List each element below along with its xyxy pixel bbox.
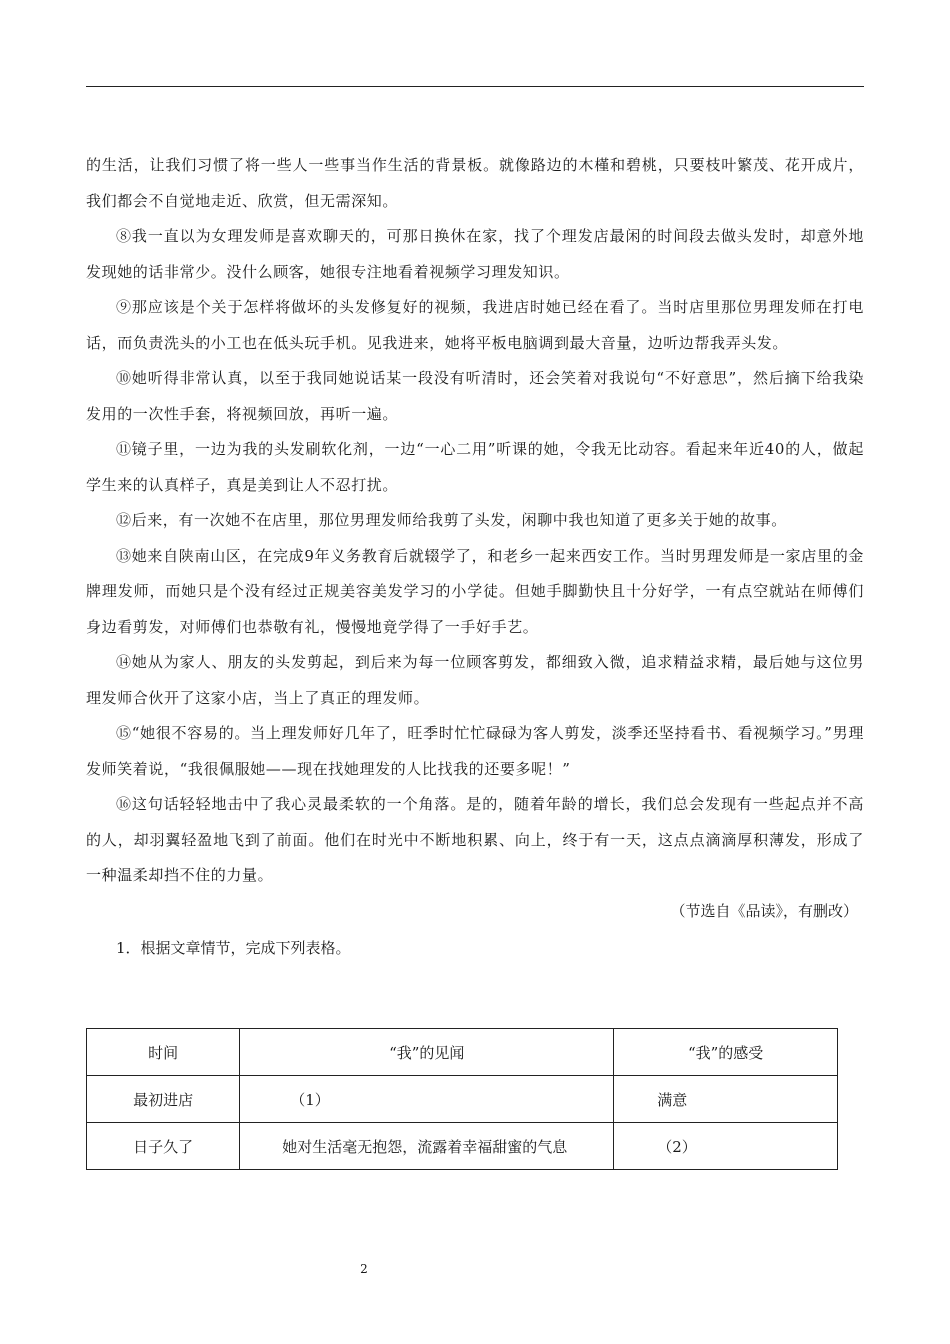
cell-blank-1[interactable]: （1）	[240, 1076, 614, 1123]
cell-time: 最初进店	[87, 1076, 240, 1123]
paragraph-15: ⑮“她很不容易的。当上理发师好几年了，旺季时忙忙碌碌为客人剪发，淡季还坚持看书、看视频学习。”男理发师笑着说，“我很佩服她——现在找她理发的人比找我的还要多呢！”	[86, 724, 864, 778]
paragraph-11: ⑪镜子里，一边为我的头发刷软化剂，一边“一心二用”听课的她，令我无比动容。看起来年近40的人，做起学生来的认真样子，真是美到让人不忍打扰。	[86, 440, 864, 494]
paragraph-continuation: 的生活，让我们习惯了将一些人一些事当作生活的背景板。就像路边的木槿和碧桃，只要枝叶繁茂、花开成片，我们都会不自觉地走近、欣赏，但无需深知。	[86, 156, 864, 210]
header-feeling: “我”的感受	[614, 1029, 838, 1076]
article-source: （节选自《品读》，有删改）	[670, 901, 858, 920]
cell-time: 日子久了	[87, 1123, 240, 1170]
header-time: 时间	[87, 1029, 240, 1076]
paragraph-16: ⑯这句话轻轻地击中了我心灵最柔软的一个角落。是的，随着年龄的增长，我们总会发现有一些起点并不高的人，却羽翼轻盈地飞到了前面。他们在时光中不断地积累、向上，终于有一天，这点点滴滴厚积薄发，形成了一种温柔却挡不住的力量。	[86, 795, 864, 884]
cell-feeling: 满意	[614, 1076, 838, 1123]
paragraph-10: ⑩她听得非常认真，以至于我同她说话某一段没有听清时，还会笑着对我说句“不好意思”，然后摘下给我染发用的一次性手套，将视频回放，再听一遍。	[86, 369, 864, 423]
table-row	[87, 1076, 838, 1123]
cell-observation: 她对生活毫无抱怨，流露着幸福甜蜜的气息	[240, 1123, 614, 1170]
answer-table	[86, 1028, 838, 1170]
header-rule	[86, 86, 864, 87]
paragraph-14: ⑭她从为家人、朋友的头发剪起，到后来为每一位顾客剪发，都细致入微，追求精益求精，最后她与这位男理发师合伙开了这家小店，当上了真正的理发师。	[86, 653, 864, 707]
paragraph-12: ⑫后来，有一次她不在店里，那位男理发师给我剪了头发，闲聊中我也知道了更多关于她的故事。	[116, 511, 787, 529]
article-body	[86, 148, 864, 966]
table-row	[87, 1123, 838, 1170]
question-1: 1．根据文章情节，完成下列表格。	[116, 939, 351, 957]
page-number: 2	[360, 1262, 368, 1276]
paragraph-9: ⑨那应该是个关于怎样将做坏的头发修复好的视频，我进店时她已经在看了。当时店里那位男理发师在打电话，而负责洗头的小工也在低头玩手机。见我进来，她将平板电脑调到最大音量，边听边帮我弄头发。	[86, 298, 864, 352]
paragraph-13: ⑬她来自陕南山区，在完成9年义务教育后就辍学了，和老乡一起来西安工作。当时男理发师是一家店里的金牌理发师，而她只是个没有经过正规美容美发学习的小学徒。但她手脚勤快且十分好学，一有点空就站在师傅们身边看剪发，对师傅们也恭敬有礼，慢慢地竟学得了一手好手艺。	[86, 546, 864, 636]
header-observation: “我”的见闻	[240, 1029, 614, 1076]
cell-blank-2[interactable]: （2）	[614, 1123, 838, 1170]
table-header-row	[87, 1029, 838, 1076]
paragraph-8: ⑧我一直以为女理发师是喜欢聊天的，可那日换休在家，找了个理发店最闲的时间段去做头发时，却意外地发现她的话非常少。没什么顾客，她很专注地看着视频学习理发知识。	[86, 227, 864, 281]
